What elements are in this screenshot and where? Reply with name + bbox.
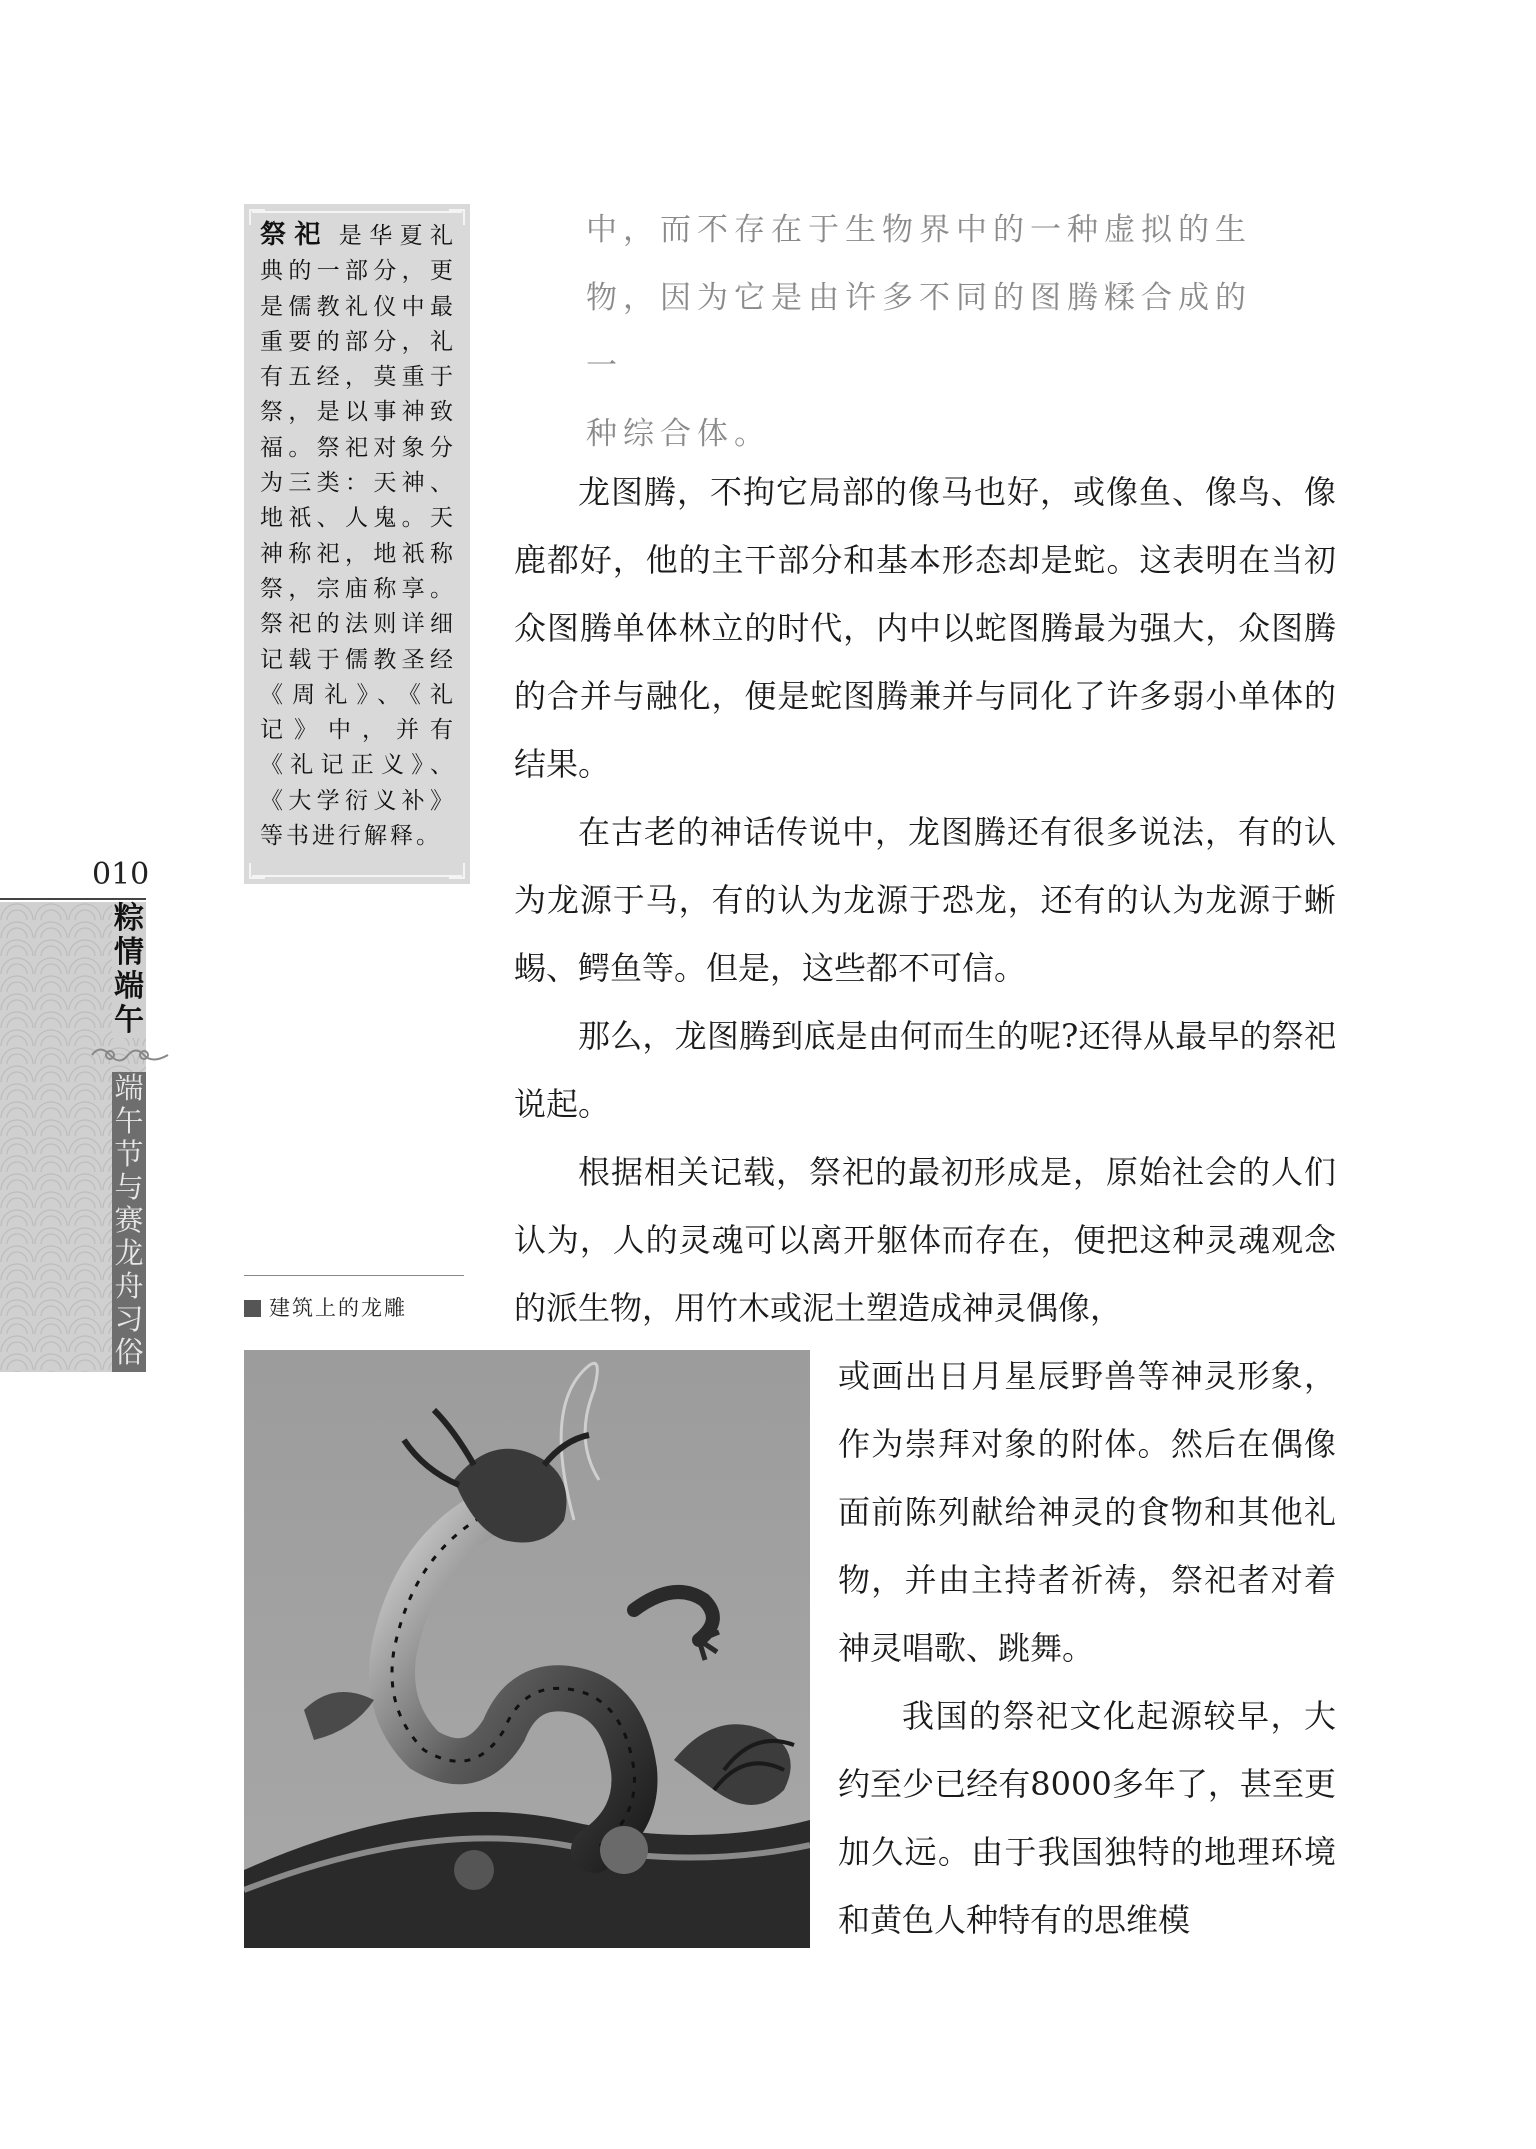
sidenote-text: 是华夏礼典的一部分，更是儒教礼仪中最重要的部分，礼有五经，莫重于祭，是以事神致福。祭祀对象分为三类：天神、地祇、人鬼。天神称祀，地祇称祭，宗庙称享。祭祀的法则详细记载于儒教圣经《周礼》、《礼记》中，并有《礼记正义》、《大学衍义补》等书进行解释。 xyxy=(260,223,456,850)
quote-line: 中，而不存在于生物界中的一种虚拟的生 xyxy=(586,212,1252,248)
chapter-char: 俗 xyxy=(114,1335,144,1369)
title-char: 端 xyxy=(114,969,144,1004)
sidenote-term: 祭祀 xyxy=(260,220,329,250)
quote-block xyxy=(586,196,1286,468)
caption-rule xyxy=(244,1275,464,1276)
dragon-sculpture-photo xyxy=(244,1350,810,1948)
title-char: 情 xyxy=(114,935,144,970)
chapter-title xyxy=(112,1072,146,1372)
chapter-char: 与 xyxy=(114,1170,144,1204)
page-number: 010 xyxy=(92,857,150,892)
chapter-char: 舟 xyxy=(114,1269,144,1303)
paragraph-2: 在古老的神话传说中，龙图腾还有很多说法，有的认为龙源于马，有的认为龙源于恐龙，还有的认为龙源于蜥蜴、鳄鱼等。但是，这些都不可信。 xyxy=(514,813,1336,987)
chapter-char: 节 xyxy=(114,1137,144,1171)
sidenote-corner xyxy=(249,209,265,225)
chapter-char: 习 xyxy=(114,1302,144,1336)
paragraph-5: 我国的祭祀文化起源较早，大约至少已经有8000多年了，甚至更加久远。由于我国独特的地理环境和黄色人种特有的思维模 xyxy=(838,1697,1336,1939)
caption-square-icon xyxy=(244,1300,261,1317)
scroll-ornament-icon xyxy=(90,1040,170,1070)
chapter-char: 午 xyxy=(114,1104,144,1138)
sidebar-rule xyxy=(0,898,146,900)
caption-text: 建筑上的龙雕 xyxy=(269,1296,407,1320)
sidenote-corner xyxy=(249,863,265,879)
title-char: 粽 xyxy=(114,901,144,936)
photo-caption xyxy=(244,1292,407,1322)
sidenote-corner xyxy=(449,209,465,225)
sidenote-box xyxy=(244,204,470,884)
chapter-char: 赛 xyxy=(114,1203,144,1237)
title-char: 午 xyxy=(114,1003,144,1038)
quote-line: 物，因为它是由许多不同的图腾糅合成的一 xyxy=(586,280,1252,384)
paragraph-1: 龙图腾，不拘它局部的像马也好，或像鱼、像鸟、像鹿都好，他的主干部分和基本形态却是蛇。这表明在当初众图腾单体林立的时代，内中以蛇图腾最为强大，众图腾的合并与融化，便是蛇图腾兼并与同化了许多弱小单体的结果。 xyxy=(514,473,1336,783)
quote-line: 种综合体。 xyxy=(586,416,771,452)
paragraph-4: 根据相关记载，祭祀的最初形成是，原始社会的人们认为，人的灵魂可以离开躯体而存在，便把这种灵魂观念的派生物，用竹木或泥土塑造成神灵偶像， xyxy=(514,1153,1336,1327)
chapter-char: 龙 xyxy=(114,1236,144,1270)
chapter-char: 端 xyxy=(114,1071,144,1105)
sidenote-corner xyxy=(449,863,465,879)
book-title xyxy=(112,902,146,1038)
paragraph-4-continued: 或画出日月星辰野兽等神灵形象，作为崇拜对象的附体。然后在偶像面前陈列献给神灵的食物和其他礼物，并由主持者祈祷，祭祀者对着神灵唱歌、跳舞。 xyxy=(838,1357,1336,1667)
paragraph-3: 那么，龙图腾到底是由何而生的呢?还得从最早的祭祀说起。 xyxy=(514,1017,1336,1123)
